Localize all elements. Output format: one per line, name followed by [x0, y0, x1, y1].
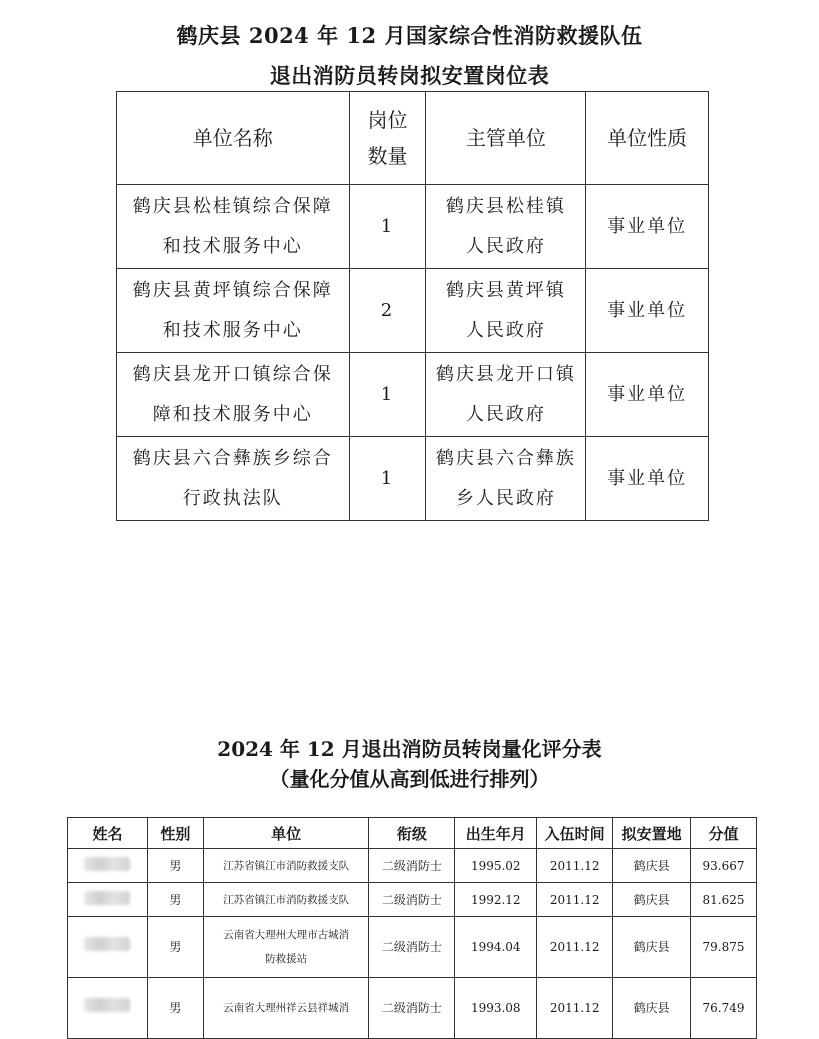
- post-count-cell: 2: [349, 269, 426, 353]
- rank-cell: 二级消防士: [369, 883, 455, 917]
- header-unit: 单位: [203, 818, 369, 849]
- supervisor-line1: 鹤庆县黄坪镇: [445, 279, 566, 301]
- placement-cell: 鹤庆县: [613, 917, 691, 978]
- supervisor-line2: 乡人民政府: [455, 487, 556, 509]
- redacted-name: [84, 937, 130, 951]
- header-rank: 衔级: [369, 818, 455, 849]
- unit-name-line2: 和技术服务中心: [162, 319, 303, 341]
- score-cell: 76.749: [691, 978, 757, 1039]
- unit-name-line1: 鹤庆县松桂镇综合保障: [132, 195, 333, 217]
- name-cell-redacted: [68, 978, 148, 1039]
- unit-cell: 江苏省镇江市消防救援支队: [203, 883, 369, 917]
- unit-line1: 云南省大理州祥云县祥城消: [223, 1002, 350, 1014]
- enlist-cell: 2011.12: [537, 849, 613, 883]
- table-row: [68, 883, 757, 917]
- header-unit-name: 单位名称: [117, 92, 350, 185]
- unit-name-line2: 和技术服务中心: [162, 235, 303, 257]
- post-count-cell: 1: [349, 437, 426, 521]
- unit-name-cell: [117, 353, 350, 437]
- supervisor-line2: 人民政府: [465, 319, 546, 341]
- nature-cell: 事业单位: [586, 185, 709, 269]
- unit-cell: 江苏省镇江市消防救援支队: [203, 849, 369, 883]
- birth-cell: 1994.04: [455, 917, 537, 978]
- redacted-name: [84, 891, 130, 905]
- unit-line2: 防救援站: [265, 953, 308, 965]
- nature-cell: 事业单位: [586, 437, 709, 521]
- header-score: 分值: [691, 818, 757, 849]
- table-row: [68, 849, 757, 883]
- supervisor-line1: 鹤庆县龙开口镇: [435, 363, 576, 385]
- supervisor-line2: 人民政府: [465, 403, 546, 425]
- nature-cell: 事业单位: [586, 353, 709, 437]
- header-post-count: [349, 92, 426, 185]
- unit-name-line2: 行政执法队: [182, 487, 283, 509]
- header-name: 姓名: [68, 818, 148, 849]
- header-gender: 性别: [147, 818, 203, 849]
- nature-cell: 事业单位: [586, 269, 709, 353]
- redacted-name: [84, 857, 130, 871]
- unit-cell: [203, 978, 369, 1039]
- rank-cell: 二级消防士: [369, 849, 455, 883]
- table-row: [117, 353, 709, 437]
- header-enlist: 入伍时间: [537, 818, 613, 849]
- gender-cell: 男: [147, 917, 203, 978]
- document-title-line2: 退出消防员转岗拟安置岗位表: [269, 63, 550, 88]
- supervisor-line2: 人民政府: [465, 235, 546, 257]
- name-cell-redacted: [68, 883, 148, 917]
- score-cell: 81.625: [691, 883, 757, 917]
- unit-line1: 云南省大理州大理市古城消: [223, 929, 350, 941]
- unit-name-cell: [117, 437, 350, 521]
- rank-cell: 二级消防士: [369, 917, 455, 978]
- header-post-count-line1: 岗位: [367, 108, 408, 132]
- score-table: [67, 817, 757, 1039]
- document-title-line1: 鹤庆县 2024 年 12 月国家综合性消防救援队伍: [176, 23, 643, 48]
- supervisor-cell: [426, 185, 586, 269]
- score-cell: 79.875: [691, 917, 757, 978]
- table-row: [117, 269, 709, 353]
- unit-name-cell: [117, 269, 350, 353]
- unit-cell: [203, 917, 369, 978]
- placement-cell: 鹤庆县: [613, 978, 691, 1039]
- unit-name-cell: [117, 185, 350, 269]
- score-table-header: [68, 818, 757, 849]
- unit-name-line2: 障和技术服务中心: [152, 403, 313, 425]
- placement-table-header: [117, 92, 709, 185]
- post-count-cell: 1: [349, 353, 426, 437]
- score-table-title: 2024 年 12 月退出消防员转岗量化评分表: [217, 737, 602, 761]
- table-row: [117, 185, 709, 269]
- header-nature: 单位性质: [586, 92, 709, 185]
- header-supervisor: 主管单位: [426, 92, 586, 185]
- birth-cell: 1993.08: [455, 978, 537, 1039]
- unit-name-line1: 鹤庆县六合彝族乡综合: [132, 447, 333, 469]
- supervisor-line1: 鹤庆县六合彝族: [435, 447, 576, 469]
- enlist-cell: 2011.12: [537, 917, 613, 978]
- enlist-cell: 2011.12: [537, 883, 613, 917]
- header-placement: 拟安置地: [613, 818, 691, 849]
- placement-cell: 鹤庆县: [613, 849, 691, 883]
- post-count-cell: 1: [349, 185, 426, 269]
- gender-cell: 男: [147, 883, 203, 917]
- table-row: [68, 917, 757, 978]
- redacted-name: [84, 998, 130, 1012]
- gender-cell: 男: [147, 978, 203, 1039]
- supervisor-line1: 鹤庆县松桂镇: [445, 195, 566, 217]
- placement-cell: 鹤庆县: [613, 883, 691, 917]
- rank-cell: 二级消防士: [369, 978, 455, 1039]
- header-birth: 出生年月: [455, 818, 537, 849]
- name-cell-redacted: [68, 849, 148, 883]
- birth-cell: 1995.02: [455, 849, 537, 883]
- supervisor-cell: [426, 353, 586, 437]
- table-row: [117, 437, 709, 521]
- unit-name-line1: 鹤庆县龙开口镇综合保: [132, 363, 333, 385]
- unit-name-line1: 鹤庆县黄坪镇综合保障: [132, 279, 333, 301]
- header-post-count-line2: 数量: [367, 144, 408, 168]
- name-cell-redacted: [68, 917, 148, 978]
- placement-table: [116, 91, 709, 521]
- gender-cell: 男: [147, 849, 203, 883]
- score-table-subtitle: （量化分值从高到低进行排列）: [269, 767, 550, 791]
- table-row: [68, 978, 757, 1039]
- birth-cell: 1992.12: [455, 883, 537, 917]
- enlist-cell: 2011.12: [537, 978, 613, 1039]
- supervisor-cell: [426, 269, 586, 353]
- score-cell: 93.667: [691, 849, 757, 883]
- supervisor-cell: [426, 437, 586, 521]
